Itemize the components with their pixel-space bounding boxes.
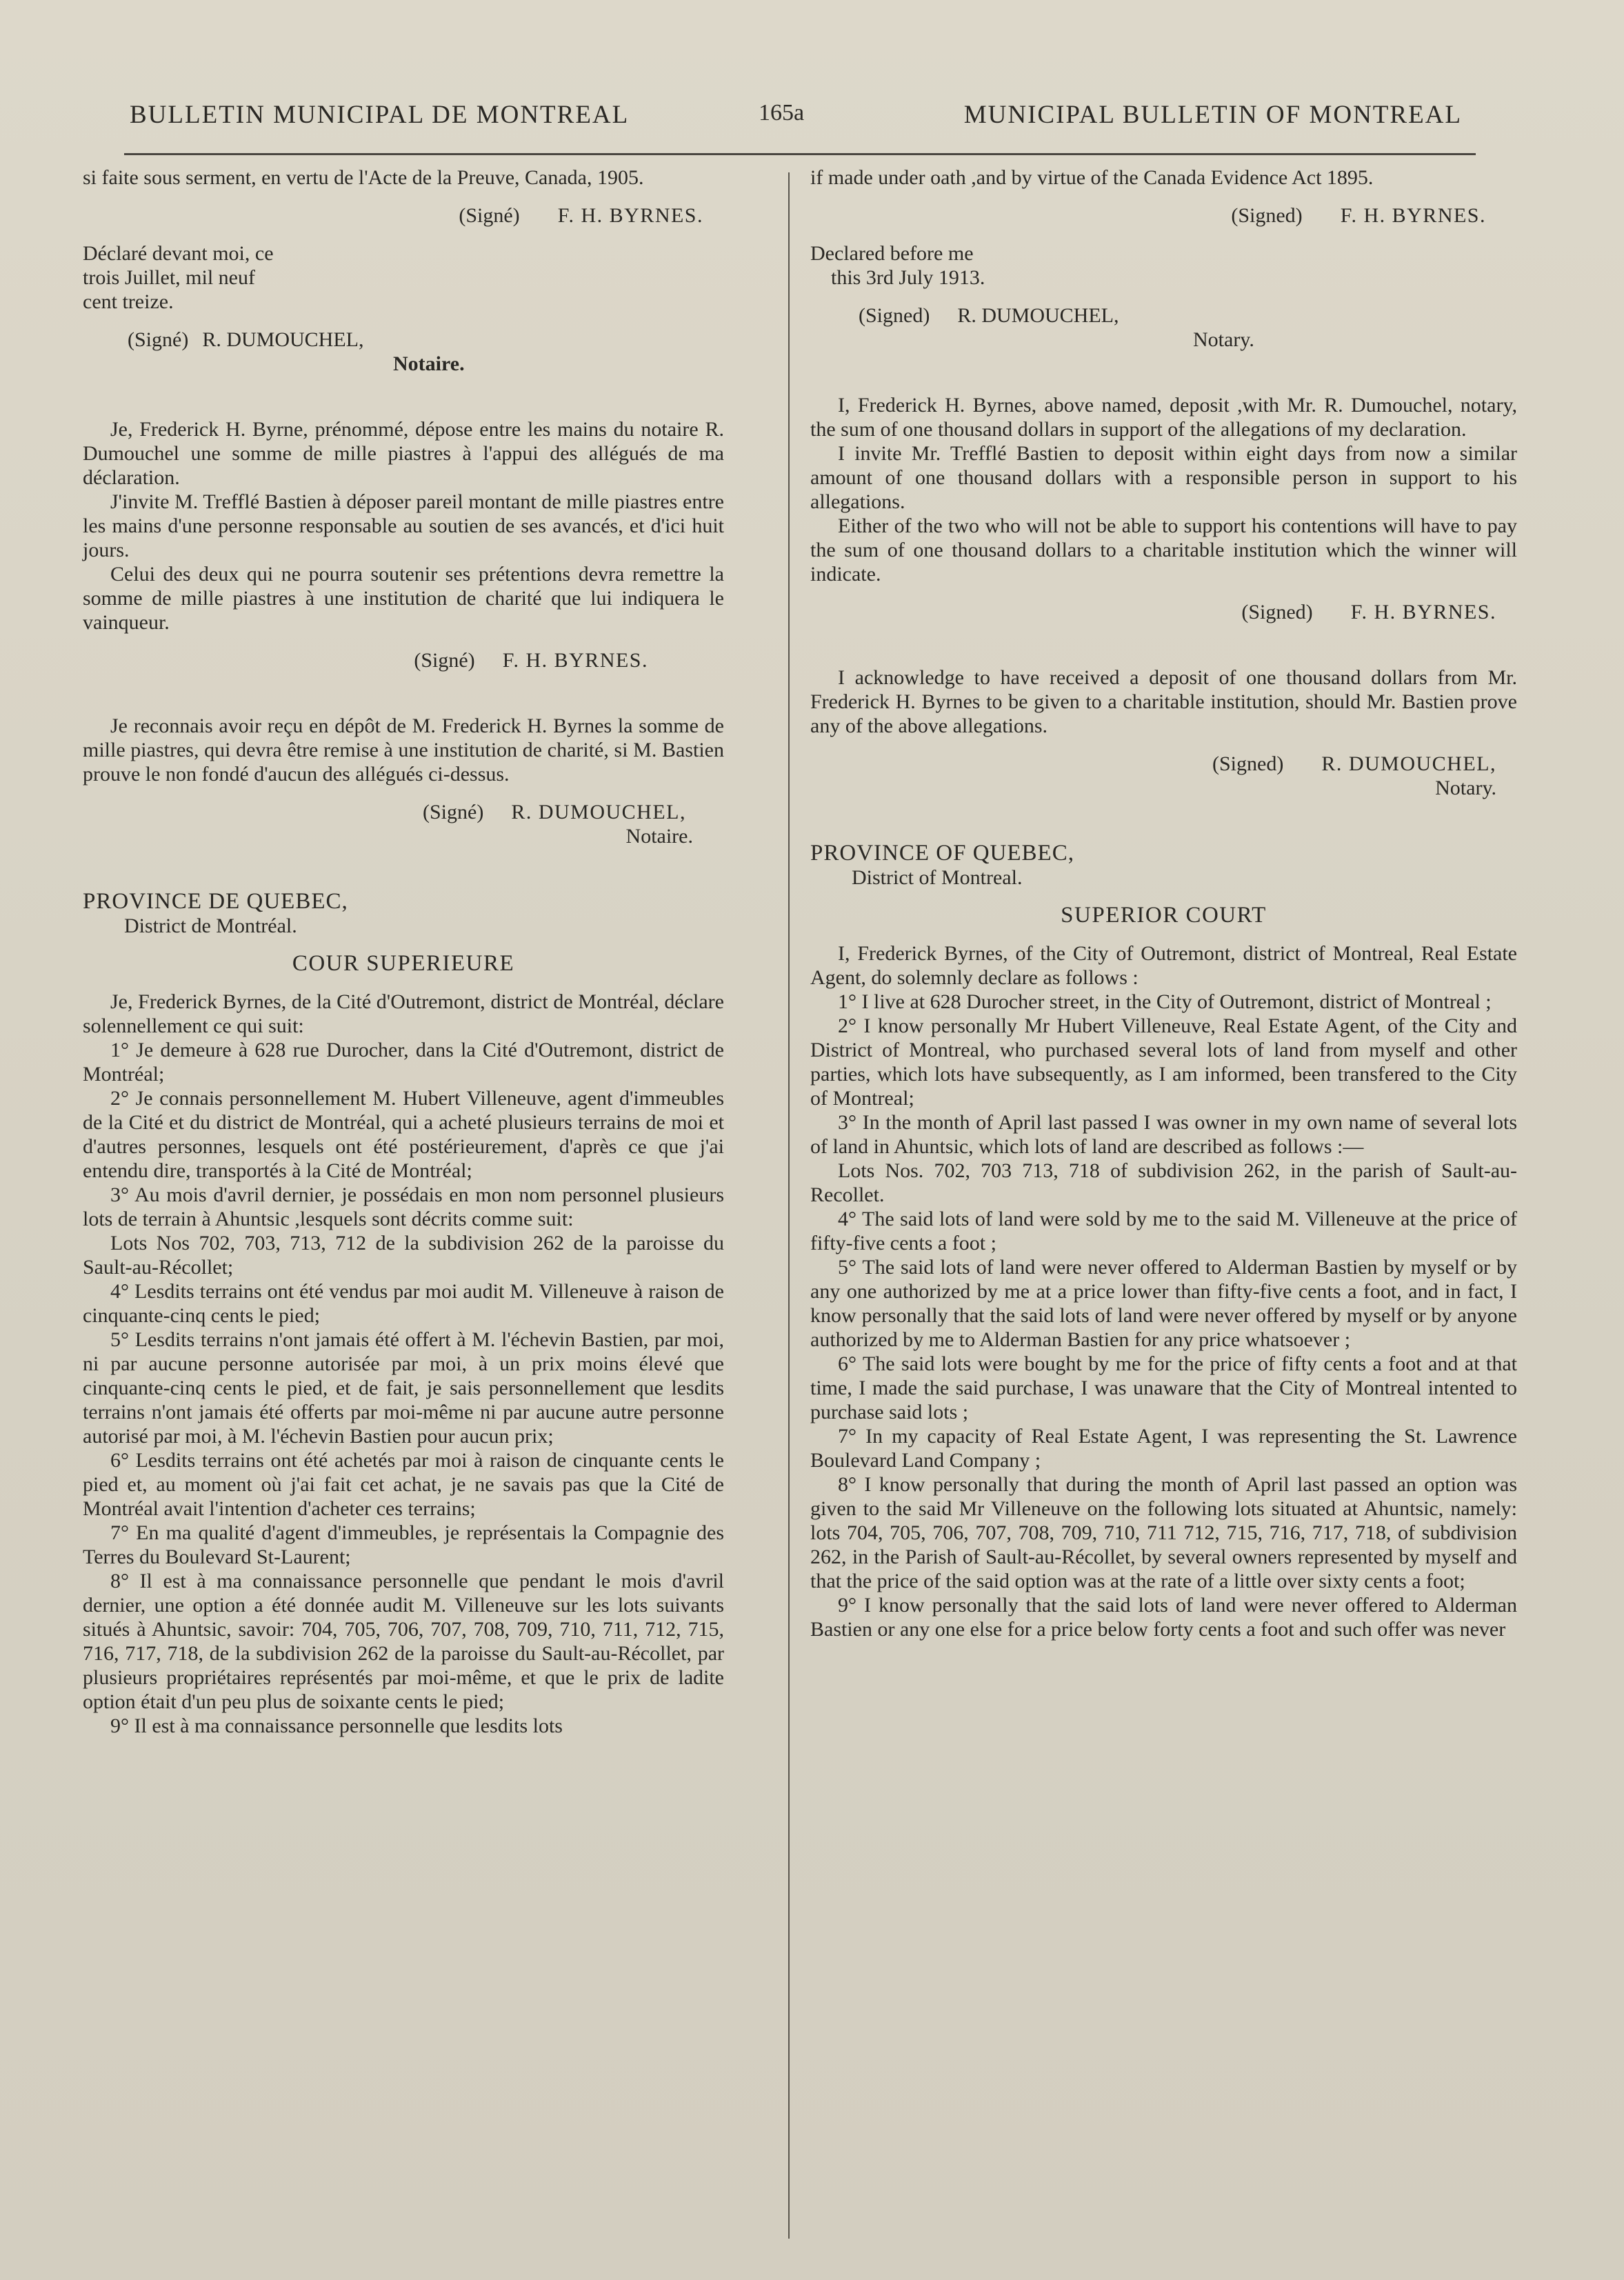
paragraph: 2° Je connais personnellement M. Hubert Villeneuve, agent d'immeubles de la Cité et du district de Montréal, qui a acheté plusieurs terrains de moi et d'autres personnes, lesquels ont été postérieurement, d'après ce que j'ai entendu dire, transportés à la Cité de Montréal; [83,1087,724,1182]
signature-name: F. H. BYRNES. [502,649,648,672]
paragraph: I, Frederick H. Byrnes, above named, deposit ,with Mr. R. Dumouchel, notary, the sum of one thousand dollars in support of the allegations of my declaration. [810,394,1517,441]
paragraph: 9° Il est à ma connaissance personnelle que lesdits lots [110,1714,563,1737]
paragraph: 8° Il est à ma connaissance personnelle que pendant le mois d'avril dernier, une option a été donnée audit M. Villeneuve sur les lots suivants situés à Ahuntsic, savoir: 704, 705, 706, 707, 708, 709, 710, 711, 712, 715, 716, 717, 718, de la subdivision 262 de la paroisse du Sault-au-Récollet, par plusieurs propriétaires représentés par moi-même, et que le prix de ladite option était d'un peu plus de soixante cents le pied; [83,1570,724,1713]
paragraph: 2° I know personally Mr Hubert Villeneuve, Real Estate Agent, of the City and District of Montreal, who purchased several lots of land from myself and other parties, which lots have subsequently, as I am informed, been transfered to the City of Montreal; [810,1014,1517,1110]
signature-name: F. H. BYRNES. [557,204,703,227]
page-header [124,100,1469,141]
province-heading: PROVINCE OF QUEBEC, [810,841,1074,866]
signature-role: Notaire. [625,825,693,848]
paragraph: Lots Nos. 702, 703 713, 718 of subdivision 262, in the parish of Sault-au-Recollet. [810,1159,1517,1206]
province-heading: PROVINCE DE QUEBEC, [83,889,348,914]
page-number: 165a [759,100,805,126]
signature-label: (Signed) [1212,752,1284,775]
header-title-french: BULLETIN MUNICIPAL DE MONTREAL [130,101,630,129]
signature-block [810,600,1517,624]
declared-line: Declared before me [810,242,974,265]
paragraph: Either of the two who will not be able to support his contentions will have to pay the sum of one thousand dollars to a charitable institution which the winner will indicate. [810,514,1517,586]
paragraph: 3° Au mois d'avril dernier, je possédais en mon nom personnel plusieurs lots de terrain à Ahuntsic ,lesquels sont décrits comme suit: [83,1183,724,1230]
paragraph: 8° I know personally that during the month of April last passed an option was given to the said Mr Villeneuve on the following lots situated at Ahuntsic, namely: lots 704, 705, 706, 707, 708, 709, 710, 711 712, 715, 716, 717, 718, of subdivision 262, in the Parish of Sault-au-Récollet, by several owners represented by myself and that the price of the said option was at the rate of a little over sixty cents a foot; [810,1473,1517,1592]
signature-label: (Signé) [423,801,484,823]
signature-label: (Signed) [1241,601,1313,623]
acknowledgement-paragraph: Je reconnais avoir reçu en dépôt de M. Frederick H. Byrnes la somme de mille piastres, qui devra être remise à une institution de charité, si M. Bastien prouve le non fondé d'aucun des allégués ci-dessus. [83,714,724,786]
signature-label: (Signé) [128,328,189,351]
signature-block [83,328,724,352]
paragraph: J'invite M. Trefflé Bastien à déposer pareil montant de mille piastres entre les mains d'une personne responsable au soutien de ses avancés, et d'ici huit jours. [83,490,724,561]
signature-name: R. DUMOUCHEL, [957,304,1119,327]
paragraph: 5° The said lots of land were never offered to Alderman Bastien by myself or by any one authorized by me at a price lower than fifty-five cents a foot, and in fact, I know personally that the said lots of land were never offered by myself or by anyone authorized by me to Alderman Bastien for any price whatsoever ; [810,1256,1517,1351]
paragraph: I invite Mr. Trefflé Bastien to deposit within eight days from now a similar amount of one thousand dollars with a responsible person in support to his allegations. [810,442,1517,513]
district-heading: District de Montréal. [124,914,297,937]
signature-label: (Signed) [859,304,930,327]
paragraph: 7° En ma qualité d'agent d'immeubles, je représentais la Compagnie des Terres du Boulevard St-Laurent; [83,1521,724,1568]
signature-label: (Signé) [459,204,520,227]
paragraph: 4° The said lots of land were sold by me to the said M. Villeneuve at the price of fifty-five cents a foot ; [810,1208,1517,1254]
paragraph: 1° Je demeure à 628 rue Durocher, dans la Cité d'Outremont, district de Montréal; [83,1039,724,1086]
signature-block [810,203,1517,228]
header-title-english: MUNICIPAL BULLETIN OF MONTREAL [963,101,1462,129]
signature-name: R. DUMOUCHEL, [511,801,686,823]
intro-paragraph: si faite sous serment, en vertu de l'Acte de la Preuve, Canada, 1905. [83,166,644,189]
paragraph: 1° I live at 628 Durocher street, in the City of Outremont, district of Montreal ; [838,990,1492,1013]
acknowledgement-paragraph: I acknowledge to have received a deposit of one thousand dollars from Mr. Frederick H. Byrnes to be given to a charitable institution, should Mr. Bastien prove any of the above allegations. [810,666,1517,737]
signature-name: F. H. BYRNES. [1340,204,1486,227]
court-heading: COUR SUPERIEURE [292,951,515,976]
paragraph: 6° The said lots were bought by me for the price of fifty cents a foot and at that time, I made the said purchase, I was unaware that the City of Montreal intented to purchase said lots ; [810,1352,1517,1423]
declared-line: trois Juillet, mil neuf [83,266,255,289]
signature-role: Notaire. [393,352,465,375]
paragraph: Je, Frederick H. Byrne, prénommé, dépose entre les mains du notaire R. Dumouchel une somme de mille piastres à l'appui des allégués de ma déclaration. [83,418,724,489]
paragraph: Je, Frederick Byrnes, de la Cité d'Outremont, district de Montréal, déclare solennellement ce qui suit: [83,990,724,1037]
paragraph: Lots Nos 702, 703, 713, 712 de la subdivision 262 de la paroisse du Sault-au-Récollet; [83,1232,724,1279]
signature-block [810,303,1517,328]
signature-name: R. DUMOUCHEL, [1321,752,1496,775]
english-column [810,166,1517,1641]
signature-role: Notary. [1193,328,1254,351]
signature-name: F. H. BYRNES. [1350,601,1496,623]
signature-role: Notary. [1435,777,1496,799]
paragraph: 6° Lesdits terrains ont été achetés par moi à raison de cinquante cents le pied et, au moment où j'ai fait cet achat, je ne savais pas que la Cité de Montréal avait l'intention d'acheter ces terrains; [83,1449,724,1520]
paragraph: 3° In the month of April last passed I was owner in my own name of several lots of land in Ahuntsic, which lots of land are described as follows :— [810,1111,1517,1158]
header-rule [124,153,1476,155]
signature-name: R. DUMOUCHEL, [202,328,364,351]
court-heading: SUPERIOR COURT [1061,903,1267,928]
paragraph: 7° In my capacity of Real Estate Agent, I was representing the St. Lawrence Boulevard Land Company ; [810,1425,1517,1472]
intro-paragraph: if made under oath ,and by virtue of the Canada Evidence Act 1895. [810,166,1374,189]
declared-line: Déclaré devant moi, ce [83,242,274,265]
signature-block [83,648,724,672]
signature-block [83,800,724,824]
french-column [83,166,724,1738]
paragraph: 4° Lesdits terrains ont été vendus par moi audit M. Villeneuve à raison de cinquante-cinq cents le pied; [83,1280,724,1327]
signature-block [83,203,724,228]
paragraph: I, Frederick Byrnes, of the City of Outremont, district of Montreal, Real Estate Agent, do solemnly declare as follows : [810,942,1517,989]
district-heading: District of Montreal. [852,866,1023,889]
paragraph: 5° Lesdits terrains n'ont jamais été offert à M. l'échevin Bastien, par moi, ni par aucune personne autorisée par moi, à un prix moins élevé que cinquante-cinq cents le pied, et de fait, je sais personnellement que lesdits terrains n'ont jamais été offerts par moi-même ni par aucune autre personne autorisé par moi, à M. l'échevin Bastien pour aucun prix; [83,1328,724,1448]
signature-label: (Signed) [1231,204,1303,227]
column-divider [788,172,790,2239]
declared-line: this 3rd July 1913. [831,266,985,289]
signature-label: (Signé) [414,649,475,672]
declared-line: cent treize. [83,290,174,313]
paragraph: Celui des deux qui ne pourra soutenir ses prétentions devra remettre la somme de mille piastres à une institution de charité que lui indiquera le vainqueur. [83,563,724,634]
paragraph: 9° I know personally that the said lots of land were never offered to Alderman Bastien or any one else for a price below forty cents a foot and such offer was never [810,1594,1517,1641]
signature-block [810,752,1517,776]
